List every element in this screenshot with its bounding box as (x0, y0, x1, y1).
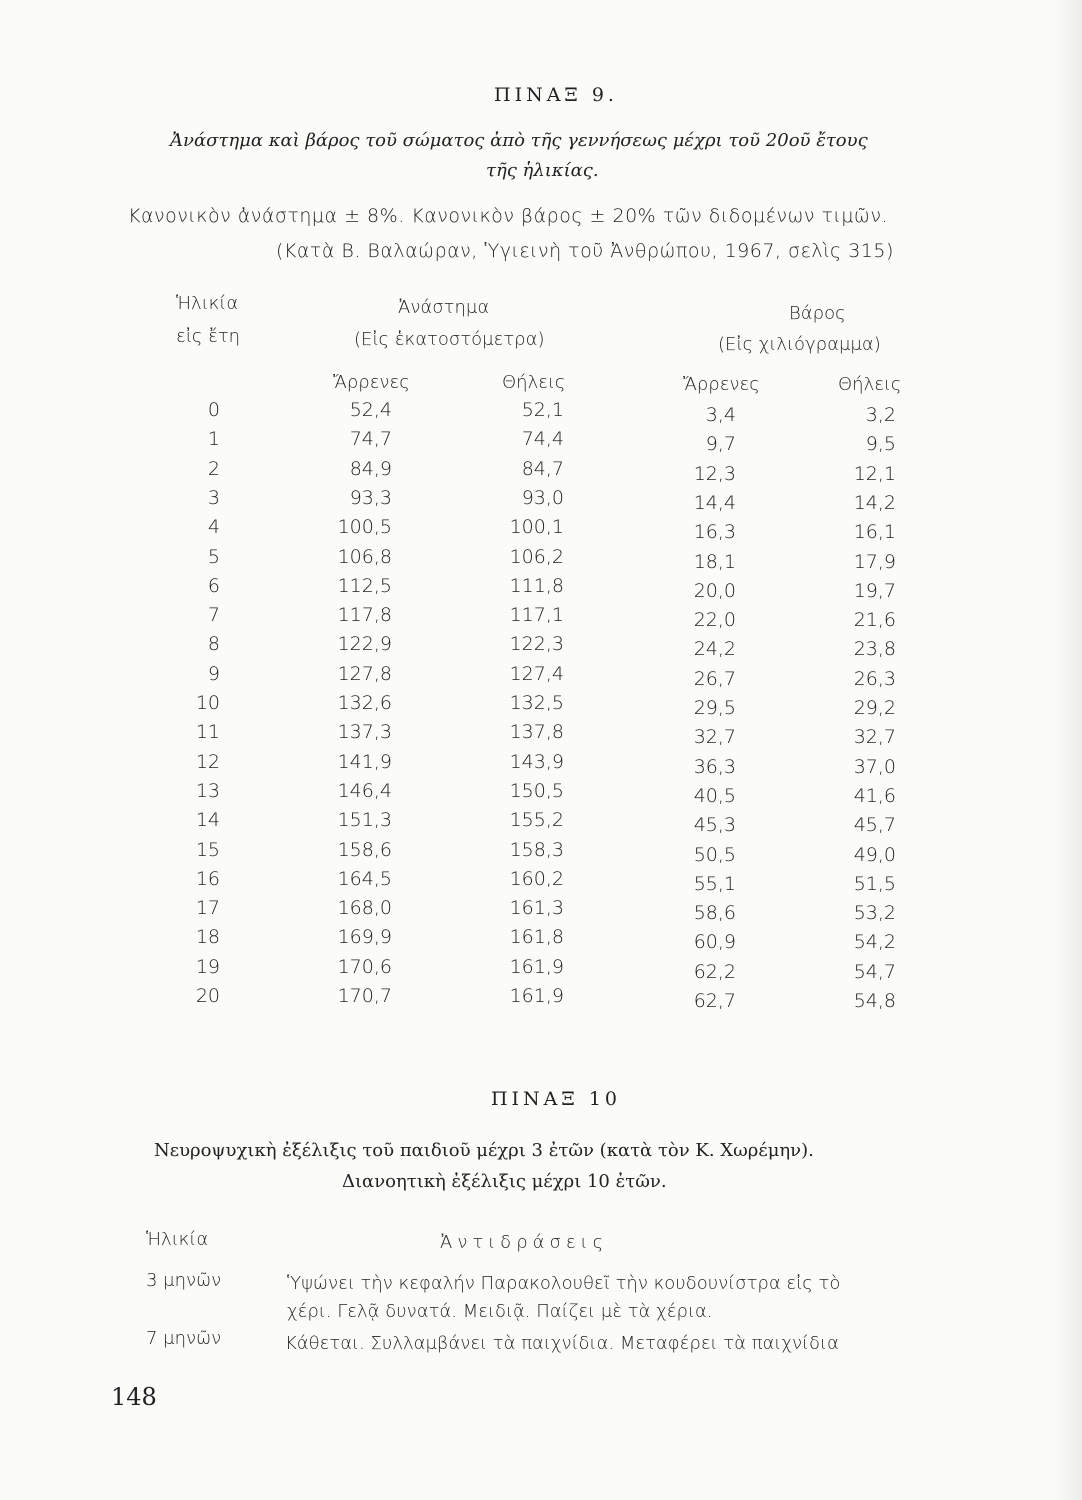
cell-age: 9 (207, 662, 220, 685)
cell-age: 2 (207, 457, 220, 480)
cell-height-male: 170,7 (337, 985, 392, 1007)
header-height-females: Θήλεις (502, 372, 566, 393)
cell-height-male: 106,8 (337, 545, 392, 568)
cell-height-female: 161,9 (509, 985, 564, 1007)
cell-weight-female: 54,7 (853, 960, 896, 983)
cell-height-male: 132,6 (337, 692, 392, 714)
cell-age: 3 (207, 486, 220, 509)
cell-weight-female: 54,2 (853, 931, 896, 954)
cell-height-female: 93,0 (521, 486, 564, 509)
cell-weight-male: 18,1 (693, 550, 736, 573)
cell-age: 15 (195, 838, 220, 861)
cell-weight-male: 16,3 (693, 521, 736, 544)
cell-height-male: 84,9 (349, 457, 392, 480)
cell-weight-female: 14,2 (853, 491, 896, 514)
cell-height-female: 100,1 (509, 516, 564, 539)
cell-weight-male: 62,7 (693, 990, 736, 1012)
table9-title: ΠΙΝΑΞ 9. (494, 84, 618, 106)
cell-age: 19 (195, 955, 220, 978)
cell-weight-male: 40,5 (693, 784, 736, 807)
cell-weight-female: 54,8 (853, 990, 896, 1012)
table10-row-text: Κάθεται. Συλλαμβάνει τὰ παιχνίδια. Μεταφέρει τὰ παιχνίδια (285, 1333, 839, 1354)
cell-weight-male: 32,7 (693, 726, 736, 749)
cell-age: 1 (207, 428, 220, 451)
cell-weight-female: 3,2 (865, 404, 896, 426)
cell-height-female: 161,3 (509, 897, 564, 920)
cell-height-female: 74,4 (521, 428, 564, 451)
cell-weight-male: 55,1 (693, 872, 736, 895)
header-height-line2: (Εἰς ἑκατοστόμετρα) (354, 329, 545, 350)
cell-height-male: 93,3 (349, 486, 392, 509)
cell-weight-female: 41,6 (853, 784, 896, 807)
cell-age: 4 (207, 516, 220, 539)
cell-weight-male: 36,3 (693, 755, 736, 778)
cell-height-female: 117,1 (509, 604, 564, 627)
cell-weight-female: 21,6 (853, 609, 896, 632)
cell-height-female: 132,5 (509, 692, 564, 714)
table10-row-text: χέρι. Γελᾷ δυνατά. Μειδιᾷ. Παίζει μὲ τὰ χέρια. (287, 1301, 713, 1322)
cell-height-female: 52,1 (521, 399, 564, 421)
cell-height-female: 143,9 (509, 750, 564, 773)
cell-weight-female: 53,2 (853, 902, 896, 925)
cell-weight-female: 29,2 (853, 697, 896, 719)
cell-height-female: 161,8 (509, 926, 564, 949)
cell-height-male: 137,3 (337, 721, 392, 744)
cell-age: 5 (207, 545, 220, 568)
table9-norm-line1: Κανονικὸν ἀνάστημα ± 8%. Κανονικὸν βάρος ± 20% τῶν διδομένων τιμῶν. (128, 205, 888, 227)
cell-weight-female: 37,0 (853, 755, 896, 778)
cell-height-male: 74,7 (349, 428, 392, 451)
table10-header-reactions: Ἀντιδράσεις (440, 1232, 609, 1253)
cell-height-female: 137,8 (509, 721, 564, 744)
cell-weight-male: 29,5 (693, 697, 736, 719)
cell-weight-female: 23,8 (853, 638, 896, 661)
cell-weight-female: 51,5 (853, 872, 896, 895)
cell-weight-female: 32,7 (853, 726, 896, 749)
cell-weight-male: 60,9 (693, 931, 736, 954)
cell-height-male: 146,4 (337, 779, 392, 802)
cell-age: 11 (195, 721, 220, 744)
header-weight-line1: Βάρος (789, 303, 846, 324)
cell-height-female: 111,8 (509, 574, 564, 597)
page-number: 148 (111, 1383, 157, 1411)
cell-weight-female: 17,9 (853, 550, 896, 573)
cell-age: 20 (195, 985, 220, 1007)
cell-age: 14 (195, 809, 220, 832)
cell-weight-male: 22,0 (693, 609, 736, 632)
cell-age: 0 (207, 399, 220, 421)
cell-height-female: 150,5 (509, 779, 564, 802)
cell-height-male: 122,9 (337, 633, 392, 656)
cell-height-male: 127,8 (337, 662, 392, 685)
cell-weight-male: 62,2 (693, 960, 736, 983)
cell-weight-male: 20,0 (693, 579, 736, 602)
cell-height-male: 151,3 (337, 809, 392, 832)
table9-subtitle-line2: τῆς ἡλικίας. (486, 160, 599, 181)
cell-weight-female: 19,7 (853, 579, 896, 602)
cell-height-male: 52,4 (349, 399, 392, 421)
cell-height-male: 168,0 (337, 897, 392, 920)
cell-weight-male: 3,4 (705, 404, 736, 426)
cell-weight-female: 9,5 (865, 433, 896, 456)
cell-height-female: 122,3 (509, 633, 564, 656)
header-weight-females: Θήλεις (838, 374, 902, 395)
cell-age: 8 (207, 633, 220, 656)
cell-weight-female: 45,7 (853, 814, 896, 837)
table10-subtitle-line2: Διανοητικὴ ἐξέλιξις μέχρι 10 ἐτῶν. (342, 1171, 667, 1192)
table9-norm-line2: (Κατὰ Β. Βαλαώραν, Ὑγιεινὴ τοῦ Ἀνθρώπου, 1967, σελὶς 315) (276, 240, 894, 262)
cell-height-female: 158,3 (509, 838, 564, 861)
cell-height-female: 84,7 (521, 457, 564, 480)
cell-age: 18 (195, 926, 220, 949)
cell-weight-male: 12,3 (693, 462, 736, 485)
cell-height-male: 112,5 (337, 574, 392, 597)
cell-height-male: 141,9 (337, 750, 392, 773)
cell-age: 16 (195, 867, 220, 890)
cell-age: 7 (207, 604, 220, 627)
cell-age: 12 (195, 750, 220, 773)
cell-weight-male: 26,7 (693, 667, 736, 690)
cell-weight-female: 16,1 (853, 521, 896, 544)
table9-subtitle-line1: Ἀνάστημα καὶ βάρος τοῦ σώματος ἀπὸ τῆς γεννήσεως μέχρι τοῦ 20οῦ ἔτους (170, 130, 868, 151)
cell-height-male: 169,9 (337, 926, 392, 949)
cell-height-male: 164,5 (337, 867, 392, 890)
table10-header-age: Ἡλικία (146, 1229, 209, 1250)
cell-weight-female: 12,1 (853, 462, 896, 485)
cell-height-male: 170,6 (337, 955, 392, 978)
cell-height-female: 160,2 (509, 867, 564, 890)
header-height-males: Ἄρρενες (333, 372, 410, 393)
cell-age: 6 (207, 574, 220, 597)
cell-weight-male: 9,7 (705, 433, 736, 456)
table10-subtitle-line1: Νευροψυχικὴ ἐξέλιξις τοῦ παιδιοῦ μέχρι 3 ἐτῶν (κατὰ τὸν Κ. Χωρέμην). (154, 1140, 814, 1161)
header-age-line2: εἰς ἔτη (176, 326, 241, 347)
cell-weight-male: 24,2 (693, 638, 736, 661)
cell-weight-male: 58,6 (693, 902, 736, 925)
cell-height-female: 127,4 (509, 662, 564, 685)
header-weight-line2: (Εἰς χιλιόγραμμα) (718, 334, 881, 355)
table10-title: ΠΙΝΑΞ 10 (490, 1088, 621, 1110)
table10-row-text: Ὑψώνει τὴν κεφαλήν Παρακολουθεῖ τὴν κουδουνίστρα εἰς τὸ (287, 1273, 841, 1294)
header-height-line1: Ἀνάστημα (398, 297, 490, 318)
cell-weight-female: 26,3 (853, 667, 896, 690)
table10-row-age: 3 μηνῶν (146, 1270, 222, 1291)
header-weight-males: Ἄρρενες (683, 374, 760, 395)
cell-height-male: 100,5 (337, 516, 392, 539)
cell-weight-male: 50,5 (693, 843, 736, 866)
cell-height-female: 161,9 (509, 955, 564, 978)
cell-age: 17 (195, 897, 220, 920)
cell-age: 13 (195, 779, 220, 802)
header-age-line1: Ἡλικία (176, 293, 239, 314)
cell-weight-male: 45,3 (693, 814, 736, 837)
cell-height-male: 117,8 (337, 604, 392, 627)
cell-weight-female: 49,0 (853, 843, 896, 866)
cell-height-female: 106,2 (509, 545, 564, 568)
page-edge-shadow (1054, 0, 1082, 1500)
cell-height-male: 158,6 (337, 838, 392, 861)
cell-weight-male: 14,4 (693, 491, 736, 514)
cell-age: 10 (195, 692, 220, 714)
cell-height-female: 155,2 (509, 809, 564, 832)
table10-row-age: 7 μηνῶν (146, 1328, 222, 1349)
